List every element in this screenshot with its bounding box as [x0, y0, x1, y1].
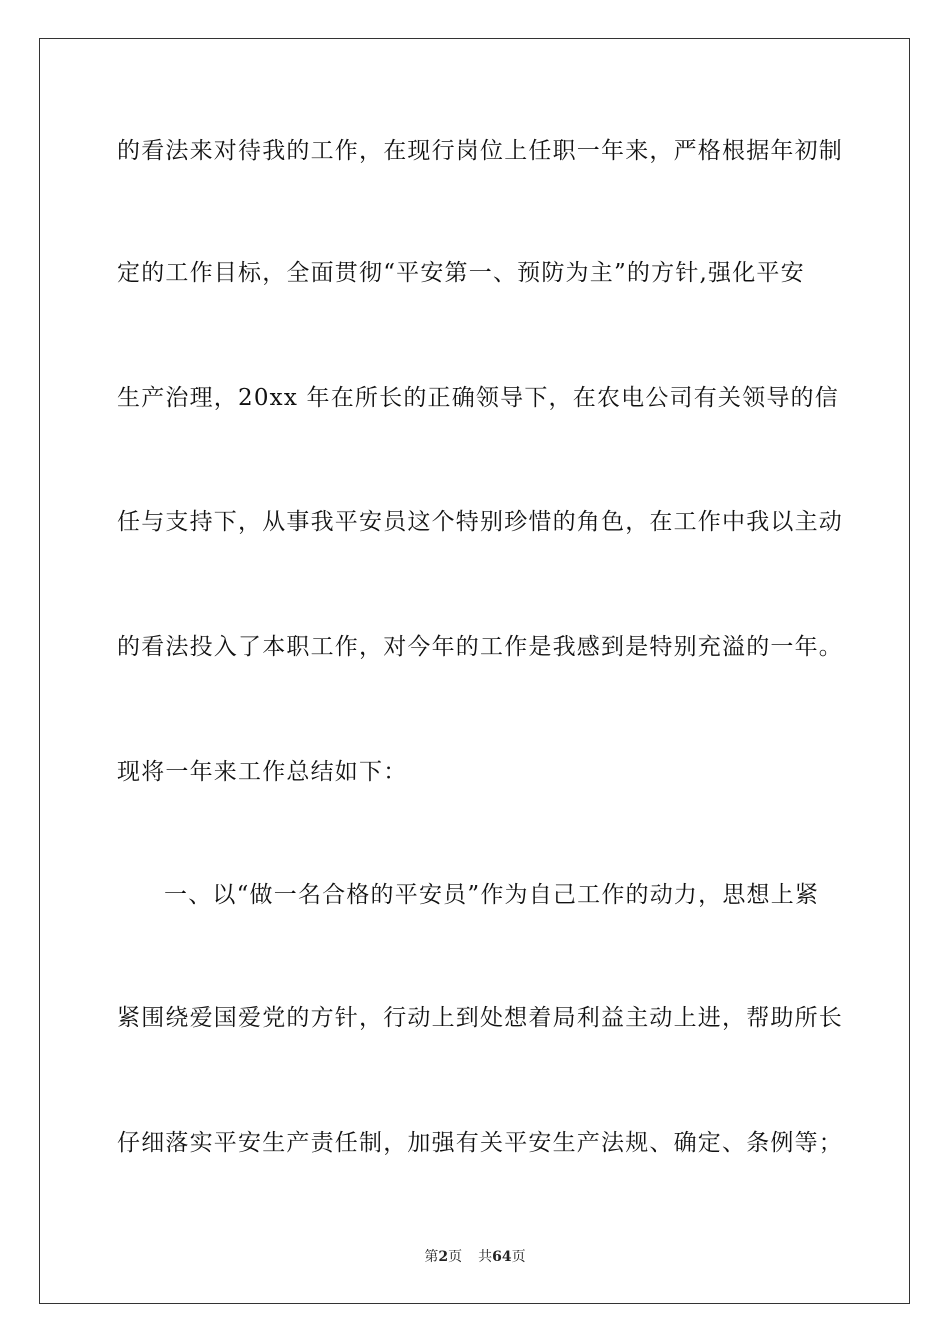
body-text-line-4: 任与支持下，从事我平安员这个特别珍惜的角色，在工作中我以主动 — [117, 509, 843, 535]
body-text-line-3: 生产治理，20xx 年在所长的正确领导下，在农电公司有关领导的信 — [117, 385, 839, 411]
total-prefix: 共 — [478, 1249, 493, 1265]
body-text-line-2: 定的工作目标，全面贯彻“平安第一、预防为主”的方针,强化平安 — [117, 260, 805, 286]
page-border — [39, 38, 910, 1304]
page-number: 2 — [438, 1249, 449, 1265]
body-text-line-5: 的看法投入了本职工作，对今年的工作是我感到是特别充溢的一年。 — [117, 634, 843, 660]
page-prefix: 第 — [424, 1249, 439, 1265]
body-text-line-8: 紧围绕爱国爱党的方针，行动上到处想着局利益主动上进，帮助所长 — [117, 1005, 843, 1031]
body-text-line-1: 的看法来对待我的工作，在现行岗位上任职一年来，严格根据年初制 — [117, 138, 843, 164]
body-text-line-9: 仔细落实平安生产责任制，加强有关平安生产法规、确定、条例等； — [117, 1130, 843, 1156]
page-suffix: 页 — [448, 1249, 463, 1265]
total-suffix: 页 — [511, 1249, 526, 1265]
total-pages: 64 — [492, 1249, 512, 1265]
body-text-line-6: 现将一年来工作总结如下： — [117, 759, 408, 785]
body-text-line-7: 一、以“做一名合格的平安员”作为自己工作的动力，思想上紧 — [164, 882, 820, 908]
page-footer — [0, 1246, 950, 1266]
